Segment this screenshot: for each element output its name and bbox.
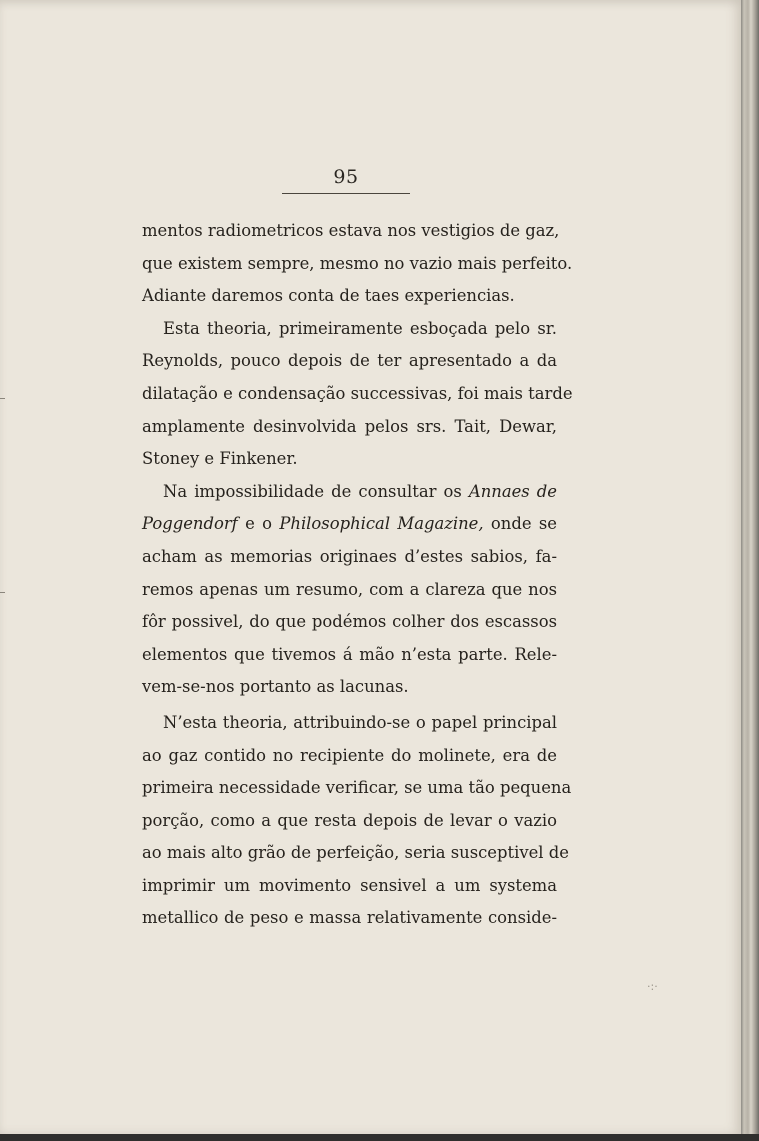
- text-line: que existem sempre, mesmo no vazio mais perfeito.: [142, 253, 573, 273]
- text-line: vem-se-nos portanto as lacunas.: [142, 677, 409, 697]
- italic-title: Annaes de: [468, 481, 557, 501]
- text-line: Stoney e Finkener.: [142, 449, 298, 469]
- text-line: Esta theoria, primeiramente esboçada pelo sr.: [163, 318, 557, 338]
- text-line: remos apenas um resumo, com a clareza que nos: [142, 579, 557, 599]
- text-line: ao gaz contido no recipiente do molinete, era de: [142, 745, 557, 765]
- text-line: ao mais alto grão de perfeição, seria susceptivel de: [142, 843, 569, 863]
- header-rule: [282, 193, 410, 194]
- text-line: metallico de peso e massa relativamente conside-: [142, 908, 557, 928]
- paper-speck: ·:·: [647, 980, 658, 993]
- text-line: acham as memorias originaes d’estes sabios, fa-: [142, 546, 557, 566]
- text-line: [142, 476, 557, 509]
- text-line: porção, como a que resta depois de levar o vazio: [142, 810, 557, 830]
- text-line: primeira necessidade verificar, se uma tão pequena: [142, 778, 572, 798]
- text-line: mentos radiometricos estava nos vestigios de gaz,: [142, 221, 560, 240]
- text-line: imprimir um movimento sensivel a um systema: [142, 875, 557, 895]
- text-line: Adiante daremos conta de taes experiencias.: [142, 286, 515, 306]
- italic-title: Poggendorf: [142, 514, 238, 534]
- text-line: elementos que tivemos á mão n’esta parte. Rele-: [142, 644, 557, 664]
- text-line: dilatação e condensação successivas, foi mais tarde: [142, 383, 573, 403]
- margin-mark: [0, 592, 5, 593]
- text-span: e o: [237, 514, 280, 534]
- scan-bottom-edge: [0, 1134, 759, 1141]
- text-line: Reynolds, pouco depois de ter apresentado a da: [142, 351, 557, 371]
- body-text: [142, 215, 573, 935]
- margin-mark: [0, 398, 5, 399]
- text-line: fôr possivel, do que podémos colher dos escassos: [142, 612, 557, 632]
- text-line: N’esta theoria, attribuindo-se o papel principal: [163, 712, 557, 732]
- page-number: 95: [333, 166, 359, 188]
- text-span: Na impossibilidade de consultar os: [163, 481, 469, 501]
- page-edge: [741, 0, 759, 1141]
- text-span: onde se: [483, 514, 558, 534]
- text-line: amplamente desinvolvida pelos srs. Tait, Dewar,: [142, 416, 557, 436]
- italic-title: Philosophical Magazine,: [279, 514, 484, 534]
- text-line: [142, 508, 557, 541]
